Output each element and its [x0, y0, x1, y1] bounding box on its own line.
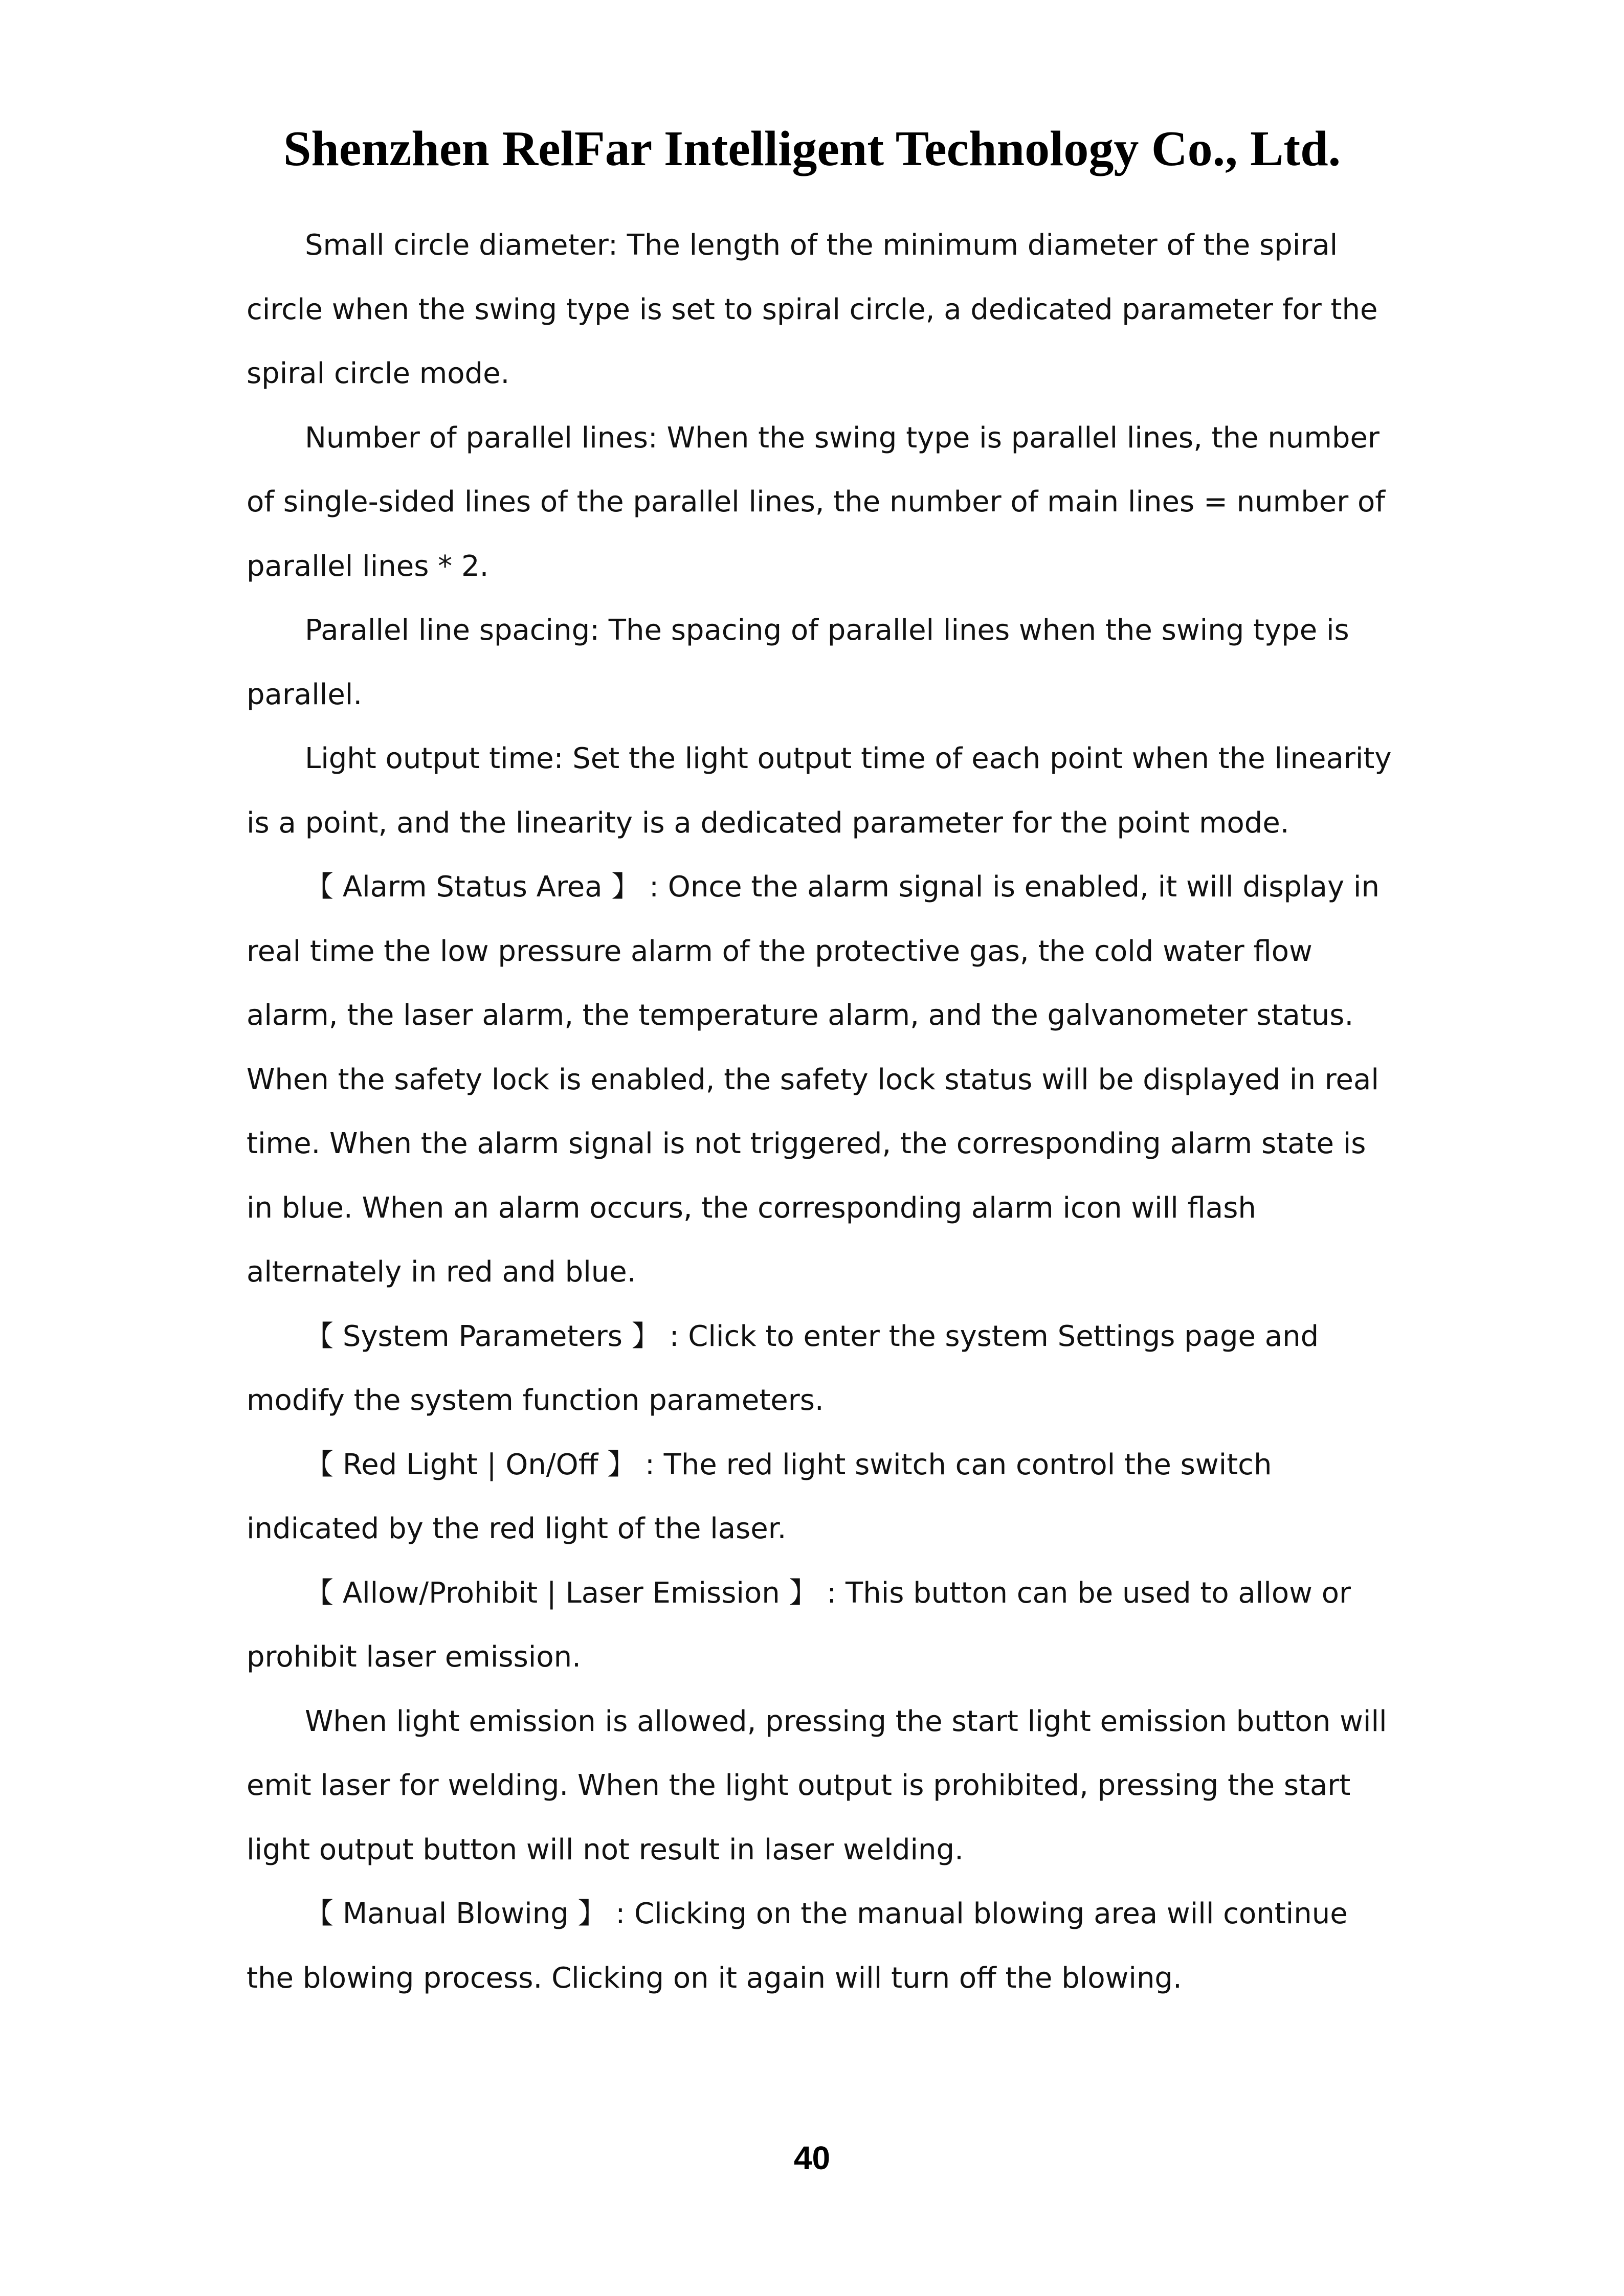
ui-term-manual-blowing: Manual Blowing [342, 1897, 569, 1930]
ui-term-alarm-status-area: Alarm Status Area [342, 870, 603, 904]
bracket-close: 】 [622, 1319, 660, 1353]
page-number: 40 [793, 2140, 831, 2176]
paragraph-light-output-time: Light output time: Set the light output time of each point when the linearity is a point, and the linearity is a dedicated parameter for the point mode. [247, 742, 1392, 840]
paragraph-system-parameters [247, 1304, 1392, 1433]
paragraph-manual-blowing [247, 1882, 1392, 2010]
bracket-close: 】 [780, 1576, 818, 1610]
bracket-close: 】 [568, 1897, 607, 1930]
paragraph-small-circle-diameter: Small circle diameter: The length of the minimum diameter of the spiral circle when the swing type is set to spiral circle, a dedicated parameter for the spiral circle mode. [247, 229, 1378, 390]
bracket-close: 】 [602, 870, 640, 904]
paragraph-parallel-line-spacing: Parallel line spacing: The spacing of parallel lines when the swing type is parallel. [247, 614, 1349, 711]
bracket-close: 】 [598, 1448, 636, 1481]
body-text [247, 213, 1392, 2010]
paragraph-alarm-status-area [247, 855, 1392, 1304]
bracket-open: 【 [305, 870, 343, 904]
description-text: : The red light switch can control the switch indicated by the red light of the laser. [247, 1448, 1272, 1545]
description-text: : This button can be used to allow or prohibit laser emission. [247, 1576, 1351, 1674]
paragraph-red-light [247, 1433, 1392, 1561]
bracket-open: 【 [305, 1319, 343, 1353]
paragraph-emission-note: When light emission is allowed, pressing the start light emission button will emit laser for welding. When the light output is prohibited, pressing the start light output button will not result in laser welding. [247, 1704, 1387, 1866]
bracket-open: 【 [305, 1576, 343, 1610]
bracket-open: 【 [305, 1897, 343, 1930]
ui-term-red-light-on-off: Red Light | On/Off [342, 1448, 598, 1481]
description-text: : Click to enter the system Settings page and modify the system function parameters. [247, 1319, 1319, 1417]
description-text: : Clicking on the manual blowing area will continue the blowing process. Clicking on it again will turn off the blowing. [247, 1897, 1348, 1995]
ui-term-system-parameters: System Parameters [342, 1319, 622, 1353]
page-header-company-name: Shenzhen RelFar Intelligent Technology Co., Ltd. [283, 121, 1341, 176]
bracket-open: 【 [305, 1448, 343, 1481]
paragraph-number-of-parallel-lines: Number of parallel lines: When the swing type is parallel lines, the number of single-sided lines of the parallel lines, the number of main lines = number of parallel lines * 2. [247, 421, 1385, 583]
paragraph-laser-emission [247, 1561, 1392, 1690]
description-text: : Once the alarm signal is enabled, it will display in real time the low pressure alarm of the protective gas, the cold water flow alarm, the laser alarm, the temperature alarm, and the galvanometer status. When the safety lock is enabled, the safety lock status will be displayed in real time. When the alarm signal is not triggered, the corresponding alarm state is in blue. When an alarm occurs, the corresponding alarm icon will flash alternately in red and blue. [247, 870, 1380, 1289]
ui-term-allow-prohibit-laser-emission: Allow/Prohibit | Laser Emission [342, 1576, 780, 1610]
